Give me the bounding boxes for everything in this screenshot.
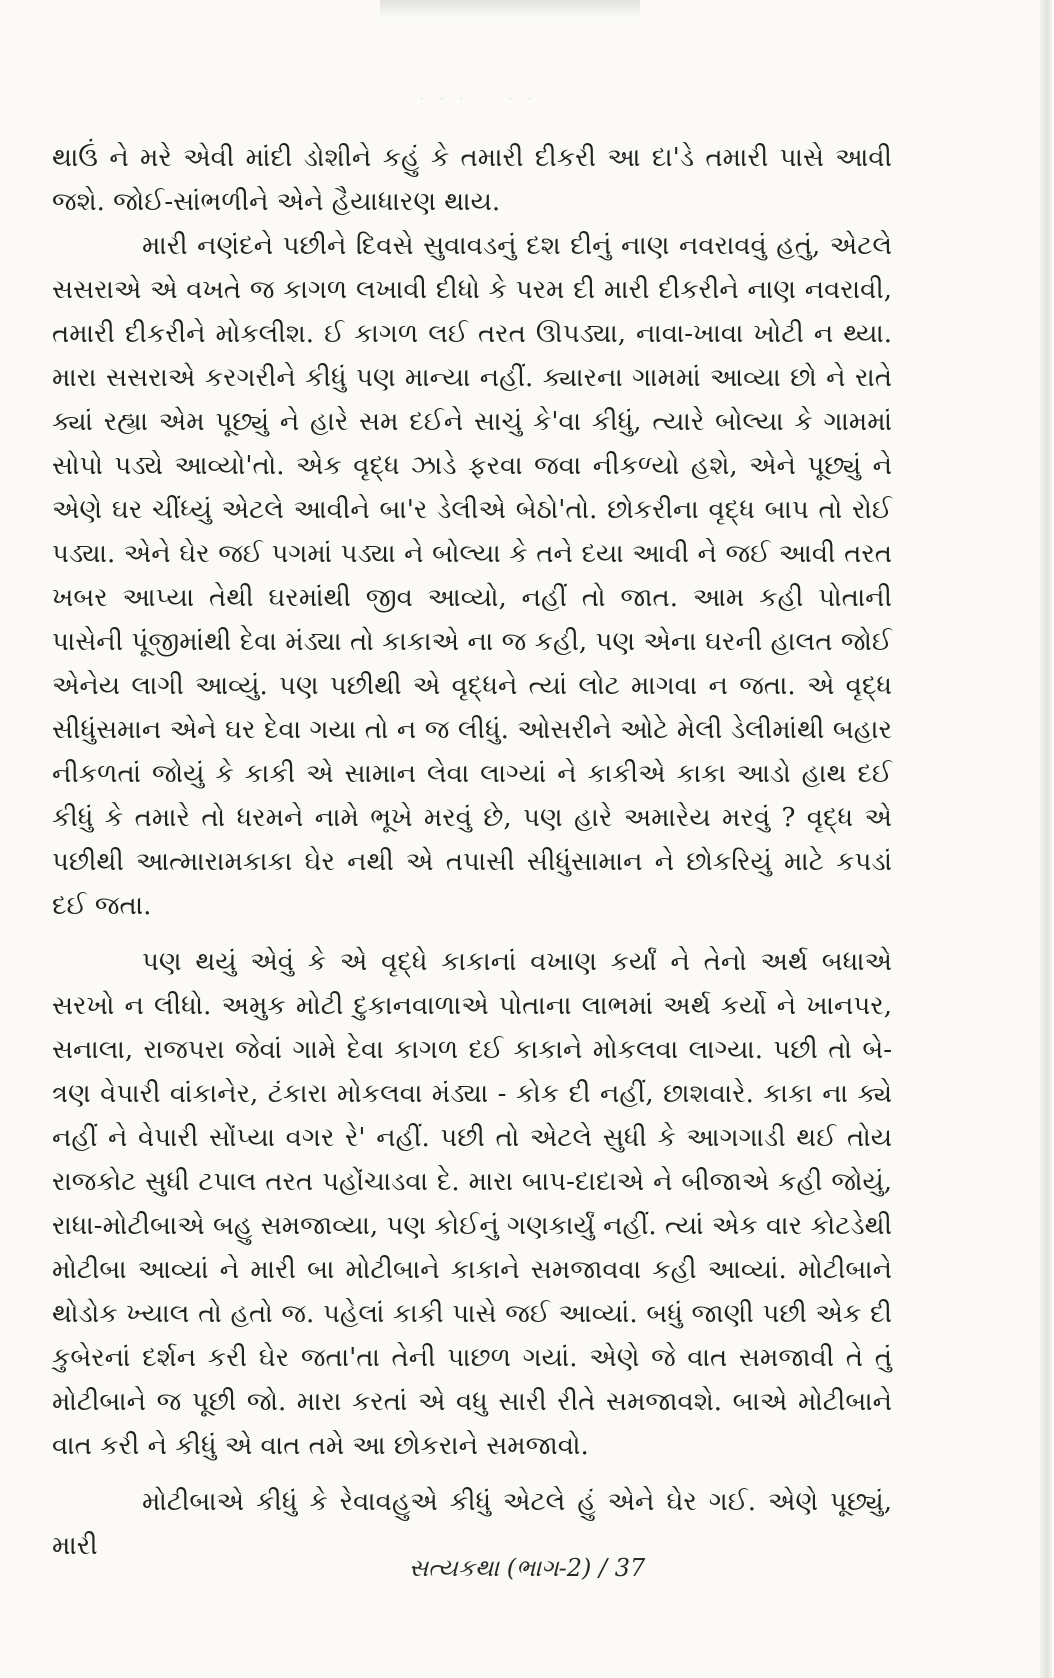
page-edge [1040, 0, 1054, 1678]
paragraph: પણ થયું એવું કે એ વૃદ્ધે કાકાનાં વખાણ કર્યાં ને તેનો અર્થ બધાએ સરખો ન લીધો. અમુક મોટી દુકાનવાળાએ પોતાના લાભમાં અર્થ કર્યો ને ખાનપર, સનાલા, રાજપરા જેવાં ગામે દેવા કાગળ દઈ કાકાને મોકલવા લાગ્યા. પછી તો બે-ત્રણ વેપારી વાંકાનેર, ટંકારા મોકલવા મંડ્યા - કોક દી નહીં, છાશવારે. કાકા ના ક્યે નહીં ને વેપારી સોંપ્યા વગર રે' નહીં. પછી તો એટલે સુધી કે આગગાડી થઈ તોય રાજકોટ સુધી ટપાલ તરત પહોંચાડવા દે. મારા બાપ-દાદાએ ને બીજાએ કહી જોયું, રાધા-મોટીબાએ બહુ સમજાવ્યા, પણ કોઈનું ગણકાર્યું નહીં. ત્યાં એક વાર કોટડેથી મોટીબા આવ્યાં ને મારી બા મોટીબાને કાકાને સમજાવવા કહી આવ્યાં. મોટીબાને થોડોક ખ્યાલ તો હતો જ. પહેલાં કાકી પાસે જઈ આવ્યાં. બધું જાણી પછી એક દી કુબેરનાં દર્શન કરી ઘેર જતા'તા તેની પાછળ ગયાં. એણે જે વાત સમજાવી તે તું મોટીબાને જ પૂછી જો. મારા કરતાં એ વધુ સારી રીતે સમજાવશે. બાએ મોટીબાને વાત કરી ને કીધું એ વાત તમે આ છોકરાને સમજાવો. [52, 947, 892, 1461]
bleed-through-marks: · · · · · [420, 92, 538, 106]
paragraph-continuation: થાઉં ને મરે એવી માંદી ડોશીને કહું કે તમારી દીકરી આ દા'ડે તમારી પાસે આવી જશે. જોઈ-સાંભળીને એને હૈયાધારણ થાય. [52, 143, 892, 217]
scan-shadow [380, 0, 640, 18]
paragraph: મોટીબાએ કીધું કે રેવાવહુએ કીધું એટલે હું એને ઘેર ગઈ. એણે પૂછ્યું, મારી [52, 1487, 892, 1561]
body-text [52, 136, 892, 1568]
paragraph: મારી નણંદને પછીને દિવસે સુવાવડનું દશ દીનું નાણ નવરાવવું હતું, એટલે સસરાએ એ વખતે જ કાગળ લખાવી દીધો કે પરમ દી મારી દીકરીને નાણ નવરાવી, તમારી દીકરીને મોકલીશ. ઈ કાગળ લઈ તરત ઊપડ્યા, નાવા-ખાવા ખોટી ન થ્યા. મારા સસરાએ કરગરીને કીધું પણ માન્યા નહીં. ક્યારના ગામમાં આવ્યા છો ને રાતે ક્યાં રહ્યા એમ પૂછ્યું ને હારે સમ દઈને સાચું કે'વા કીધું, ત્યારે બોલ્યા કે ગામમાં સોપો પડ્યે આવ્યો'તો. એક વૃદ્ધ ઝાડે ફરવા જવા નીકળ્યો હશે, એને પૂછ્યું ને એણે ઘર ચીંધ્યું એટલે આવીને બા'ર ડેલીએ બેઠો'તો. છોકરીના વૃદ્ધ બાપ તો રોઈ પડ્યા. એને ઘેર જઈ પગમાં પડ્યા ને બોલ્યા કે તને દયા આવી ને જઈ આવી તરત ખબર આપ્યા તેથી ઘરમાંથી જીવ આવ્યો, નહીં તો જાત. આમ કહી પોતાની પાસેની પૂંજીમાંથી દેવા મંડ્યા તો કાકાએ ના જ કહી, પણ એના ઘરની હાલત જોઈ એનેય લાગી આવ્યું. પણ પછીથી એ વૃદ્ધને ત્યાં લોટ માગવા ન જતા. એ વૃદ્ધ સીધુંસમાન એને ઘર દેવા ગયા તો ન જ લીધું. ઓસરીને ઓટે મેલી ડેલીમાંથી બહાર નીકળતાં જોયું કે કાકી એ સામાન લેવા લાગ્યાં ને કાકીએ કાકા આડો હાથ દઈ કીધું કે તમારે તો ધરમને નામે ભૂખે મરવું છે, પણ હારે અમારેય મરવું ? વૃદ્ધ એ પછીથી આત્મારામકાકા ઘેર નથી એ તપાસી સીધુંસામાન ને છોકરિયું માટે કપડાં દઈ જતા. [52, 231, 892, 921]
page-footer: સત્યકથા (ભાગ-2) / 37 [408, 1554, 646, 1582]
